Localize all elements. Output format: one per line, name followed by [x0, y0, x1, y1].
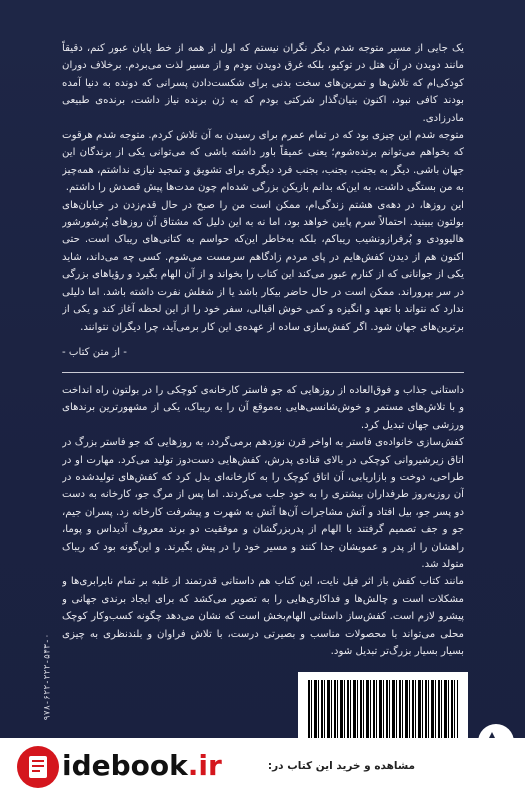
idebook-logo[interactable]	[62, 749, 222, 782]
book-excerpt	[62, 40, 464, 365]
excerpt-paragraph: متوجه شدم این چیزی بود که در تمام عمرم برای رسیدن به آن تلاش کردم. متوجه شدم هرقوت که بخواهم می‌توانم برنده‌شوم؛ یعنی عمیقاً باور داشته باشی که می‌توانی یکی از برندگان این جهان باشی. دیگر به بجنب، بجنب، بجنب فرد دیگری برای تشویق و تمجید نیازی نداشتم، همه‌چیز به من بستگی داشت، به این‌که بدانم بازیکن بزرگی شده‌ام چون مدت‌ها پیش قصدش را داشتم.	[62, 130, 464, 194]
barcode-bars	[308, 680, 458, 742]
watermark-tagline: مشاهده و خرید این کتاب در:	[267, 760, 415, 772]
idebook-logo-domain: .ir	[187, 749, 222, 782]
idebook-logo-text: idebook	[62, 749, 188, 782]
excerpt-paragraph: یک جایی از مسیر متوجه شدم دیگر نگران نیستم که اول از همه از خط پایان عبور کنم، دقیقاً مانند دویدن در آن هتل در توکیو، بلکه غرق دویدن بودم و از مسیر لذت می‌بردم. برخلاف دوران کودکی‌ام که تلاش‌ها و تمرین‌های سخت بدنی برای شکست‌دادن پسرانی که دونده به دنیا آمده بودند کافی نبود، اکنون بنیان‌گذار شرکتی بودم که به ژن برنده نیاز داشت، برنده‌ی طبیعی مادرزادی.	[62, 43, 464, 124]
isbn-label	[42, 620, 68, 740]
blurb-paragraph: مانند کتاب کفش باز اثر فیل نایت، این کتاب هم داستانی قدرتمند از غلبه بر تمام نابرابری‌ها و مشکلات است و چالش‌ها و فداکاری‌هایی را به تصویر می‌کشد که برای ایجاد برندی جهانی و پیشرو لازم است. کفش‌ساز داستانی الهام‌بخش است که نشان می‌دهد چگونه کسب‌وکار کوچک محلی می‌تواند با محصولات مناسب و بصیرتی درست، با تلاش فراوان و بلندنظری به چیزی بسیار بسیار بزرگ‌تر تبدیل شود.	[62, 576, 464, 658]
excerpt-paragraph: این روزها، در دهه‌ی هشتم زندگی‌ام، ممکن است من را صبح در حال قدم‌زدن در خیابان‌های بولتون ببینید. احتمالاً سرم پایین خواهد بود، اما نه به این دلیل که مشتاق آن روزهای پُرشورشور هالیوودی و پُرفرازونشیب ریباکم، بلکه به‌خاطر این‌که حواسم به کتانی‌های ریباک است. حتی اکنون هم از دیدن کفش‌هایم در پای مردم زادگاهم سرمست می‌شوم. کسی چه می‌داند، شاید یکی از جوانانی که از کنارم عبور می‌کند این کتاب را بخواند و از آن الهام بگیرد و رؤیاهای بزرگی در سر بپروراند. ممکن است در حال حاضر بیکار باشد یا از شغلش نفرت داشته باشد. اما دلیلی ندارد که نتواند با تعهد و انگیزه و کمی خوش اقبالی، سفر خود را از این لحظه آغاز کند و یکی از برترین‌های جهان شود. اگر کفش‌سازی ساده از عهده‌ی این کار برمی‌آید، چرا دیگران نتوانند.	[62, 199, 464, 333]
blurb-paragraph: داستانی جذاب و فوق‌العاده از روزهایی که جو فاستر کارخانه‌ی کوچکی را در بولتون راه انداخت و با تلاش‌های مستمر و خوش‌شانسی‌هایی به‌موقع آن را به ریباک، یکی از مشهورترین برندهای ورزشی جهان تبدیل کرد.	[62, 385, 464, 431]
idebook-logo-icon	[15, 744, 61, 790]
book-blurb	[62, 382, 464, 677]
excerpt-source: - از متن کتاب -	[62, 347, 127, 358]
isbn-text: ۹۷۸-۶۲۲-۲۲۲-۵۴۳-۰	[42, 633, 53, 721]
blurb-paragraph: کفش‌سازی خانواده‌ی فاستر به اواخر قرن نوزدهم برمی‌گردد، به روزهایی که جو فاستر بزرگ در اتاق زیرشیروانی کوچکی در بالای قنادی پدرش، کفش‌هایی دست‌دوز تولید می‌کرد. مهارت او در طراحی، دوخت و بازاریابی، آن اتاق کوچک را به کارخانه‌ای بدل کرد که کفش‌های تولیدشده در آن روزبه‌روز طرفداران بیشتری را به خود جلب می‌کردند. اما پس از مرگ جو، کارخانه به دست دو پسر جو، بیل افتاد و آتش مشاجرات آن‌ها آتش به شهرت و پیشرفت کارخانه زد. پسران جیم، جو و جف تصمیم گرفتند با الهام از پدربزرگشان و موفقیت دو برند معروف آدیداس و پوما، راهشان را از پدر و عمویشان جدا کنند و مسیر خود را در پیش بگیرند. و این‌گونه بود که ریباک متولد شد.	[62, 437, 464, 571]
section-divider	[62, 372, 464, 373]
